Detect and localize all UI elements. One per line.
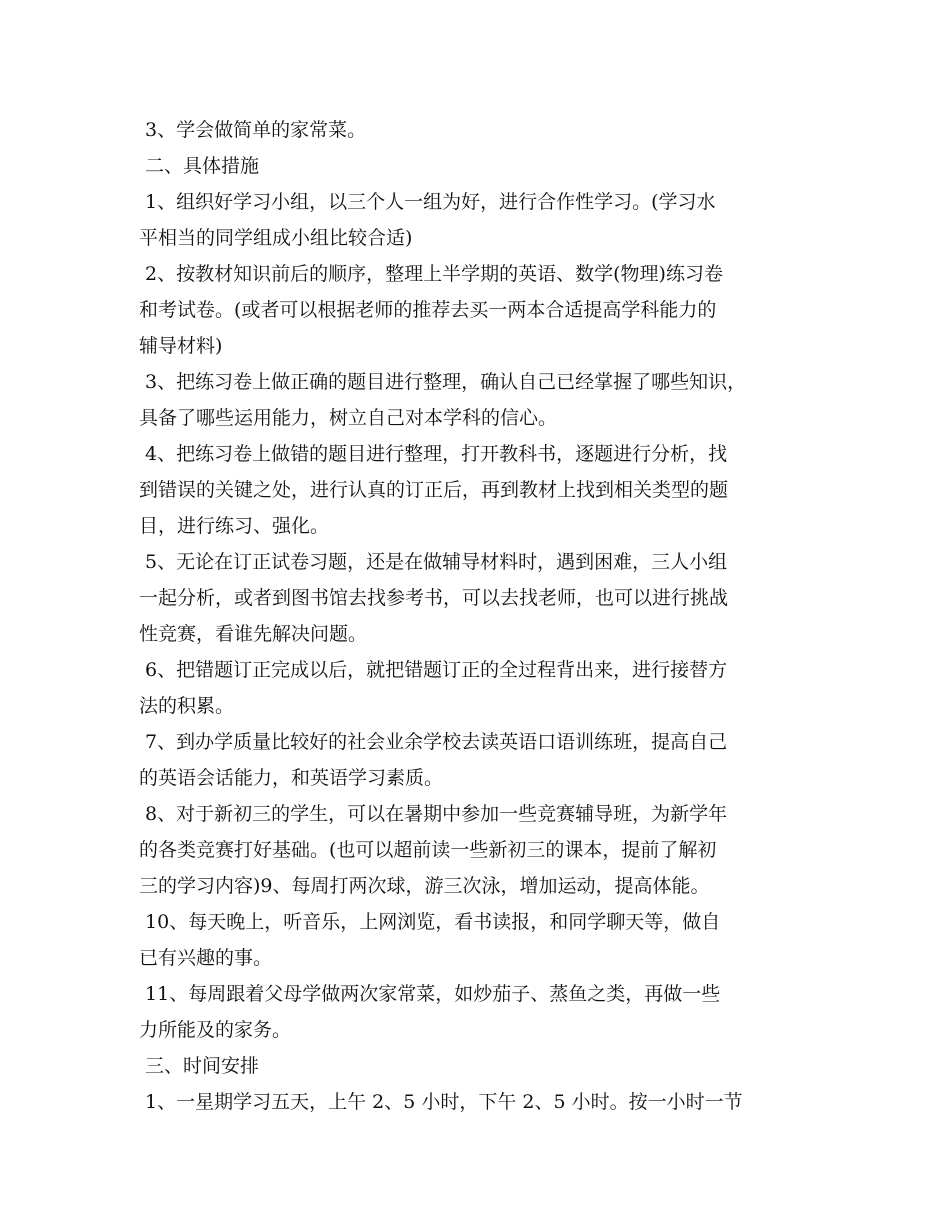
text-line: 辅导材料) — [139, 335, 223, 357]
text-line: 到错误的关键之处，进行认真的订正后，再到教材上找到相关类型的题 — [139, 479, 729, 501]
text-line: 2、按教材知识前后的顺序，整理上半学期的英语、数学(物理)练习卷 — [139, 263, 723, 285]
text-line: 7、到办学质量比较好的社会业余学校去读英语口语训练班，提高自己 — [139, 731, 728, 753]
text-line: 1、组织好学习小组，以三个人一组为好，进行合作性学习。(学习水 — [139, 191, 716, 213]
text-line: 的各类竞赛打好基础。(也可以超前读一些新初三的课本，提前了解初 — [139, 839, 717, 861]
text-line: 性竞赛，看谁先解决问题。 — [139, 623, 368, 645]
text-line: 和考试卷。(或者可以根据老师的推荐去买一两本合适提高学科能力的 — [139, 299, 717, 321]
text-line: 平相当的同学组成小组比较合适) — [139, 227, 413, 249]
section-heading: 三、时间安排 — [139, 1055, 260, 1077]
text-line: 的英语会话能力，和英语学习素质。 — [139, 767, 444, 789]
text-line: 10、每天晚上，听音乐，上网浏览，看书读报，和同学聊天等，做自 — [139, 911, 721, 933]
text-line: 一起分析，或者到图书馆去找参考书，可以去找老师，也可以进行挑战 — [139, 587, 729, 609]
text-line: 5、无论在订正试卷习题，还是在做辅导材料时，遇到困难，三人小组 — [139, 551, 728, 573]
text-line: 法的积累。 — [139, 695, 235, 717]
text-line: 11、每周跟着父母学做两次家常菜，如炒茄子、蒸鱼之类，再做一些 — [139, 983, 721, 1005]
text-line: 8、对于新初三的学生，可以在暑期中参加一些竞赛辅导班，为新学年 — [139, 803, 728, 825]
document-body — [139, 112, 819, 1120]
text-line: 6、把错题订正完成以后，就把错题订正的全过程背出来，进行接替方 — [139, 659, 728, 681]
text-line: 具备了哪些运用能力，树立自己对本学科的信心。 — [139, 407, 558, 429]
text-line: 目，进行练习、强化。 — [139, 515, 330, 537]
text-line: 已有兴趣的事。 — [139, 947, 273, 969]
text-line: 3、把练习卷上做正确的题目进行整理，确认自己已经掌握了哪些知识， — [139, 371, 747, 393]
text-line: 4、把练习卷上做错的题目进行整理，打开教科书，逐题进行分析，找 — [139, 443, 728, 465]
text-line: 力所能及的家务。 — [139, 1019, 292, 1041]
text-line: 三的学习内容)9、每周打两次球，游三次泳，增加运动，提高体能。 — [139, 875, 710, 897]
text-line: 3、学会做简单的家常菜。 — [139, 119, 367, 141]
text-line: 1、一星期学习五天，上午 2、5 小时，下午 2、5 小时。按一小时一节 — [139, 1091, 743, 1113]
section-heading: 二、具体措施 — [139, 155, 260, 177]
